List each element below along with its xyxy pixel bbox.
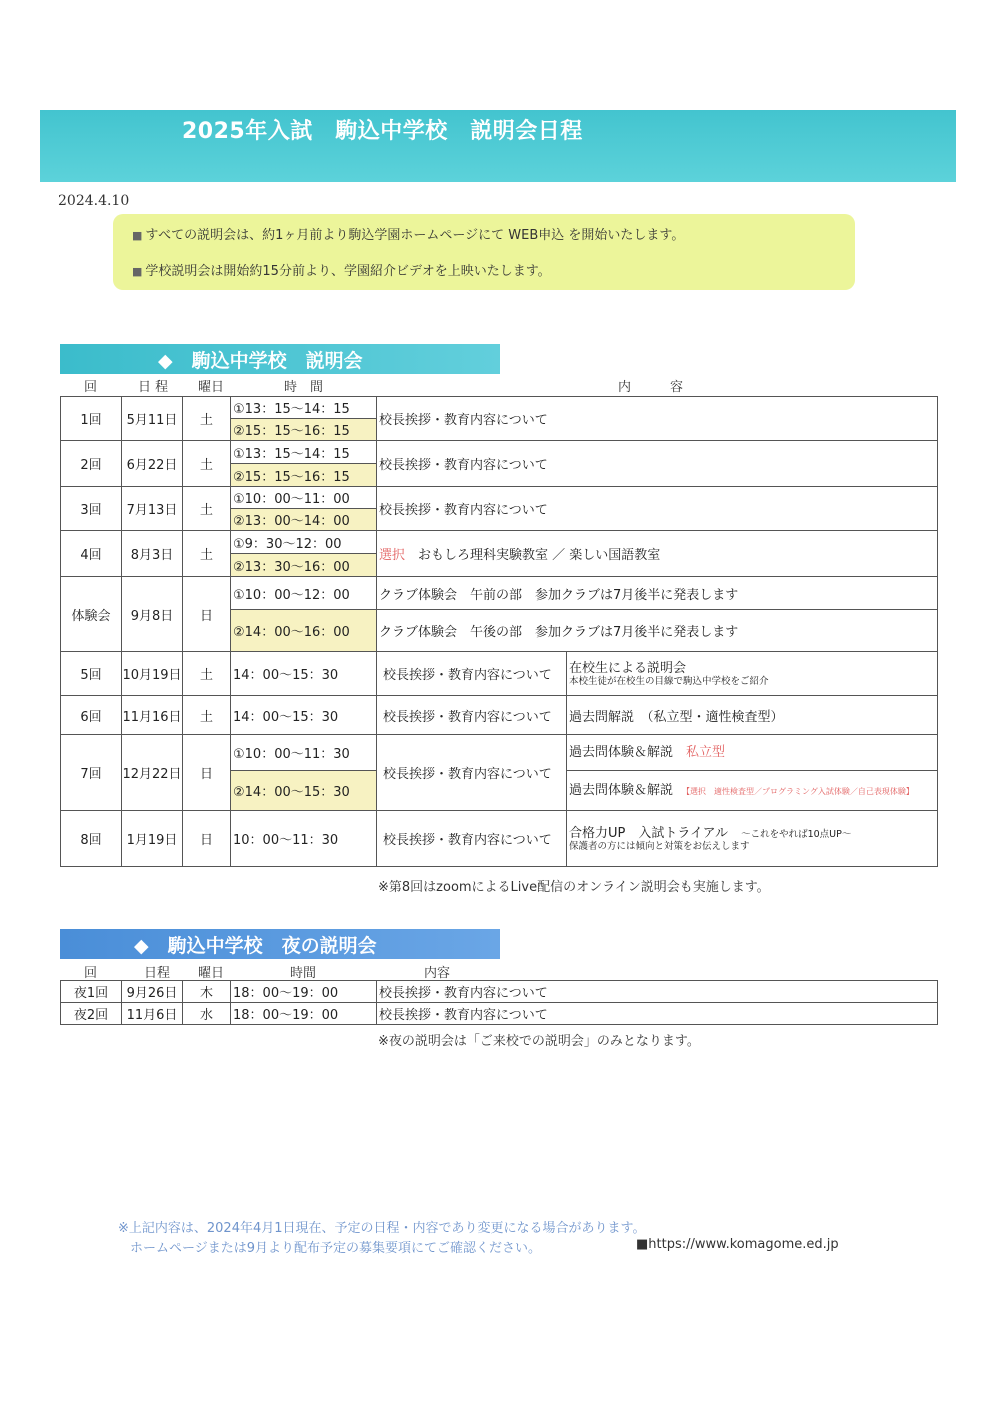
cell-content: 校長挨拶・教育内容について bbox=[377, 696, 567, 735]
main-schedule-table bbox=[60, 396, 938, 867]
cell-kai: 8回 bbox=[61, 811, 122, 867]
col-time: 時 間 bbox=[284, 380, 324, 395]
table-row bbox=[61, 1003, 938, 1025]
cell-content: クラブ体験会 午前の部 参加クラブは7月後半に発表します bbox=[377, 577, 938, 610]
cell-time: ①13：15～14：15 bbox=[231, 397, 377, 419]
cell-dow: 日 bbox=[183, 577, 231, 652]
cell-dow: 土 bbox=[183, 531, 231, 577]
bullet-icon: ■ bbox=[132, 265, 143, 278]
cell-time: 14：00～15：30 bbox=[231, 696, 377, 735]
cell-date: 11月16日 bbox=[122, 696, 183, 735]
cell-kai: 5回 bbox=[61, 652, 122, 696]
issue-date: 2024.4.10 bbox=[58, 193, 130, 209]
table-row bbox=[61, 577, 938, 610]
cell-time: 10：00～11：30 bbox=[231, 811, 377, 867]
col-date: 日程 bbox=[144, 966, 171, 981]
night-note: ※夜の説明会は「ご来校での説明会」のみとなります。 bbox=[378, 1034, 700, 1049]
cell-note: 過去問体験＆解説 【選択 適性検査型／プログラミング入試体験／自己表現体験】 bbox=[567, 771, 938, 811]
cell-dow: 土 bbox=[183, 487, 231, 531]
table-row bbox=[61, 397, 938, 419]
cell-content: 選択 おもしろ理科実験教室 ／ 楽しい国語教室 bbox=[377, 531, 938, 577]
table-row bbox=[61, 811, 938, 867]
cell-time: ①13：15～14：15 bbox=[231, 441, 377, 464]
night-schedule-table bbox=[60, 980, 938, 1025]
table-row bbox=[61, 441, 938, 464]
cell-time: ②14：00～15：30 bbox=[231, 771, 377, 811]
cell-kai: 夜2回 bbox=[61, 1003, 122, 1025]
cell-dow: 日 bbox=[183, 811, 231, 867]
cell-kai: 7回 bbox=[61, 735, 122, 811]
col-dow: 曜日 bbox=[198, 380, 225, 395]
zoom-note: ※第8回はzoomによるLive配信のオンライン説明会も実施します。 bbox=[378, 880, 770, 895]
cell-time: ②14：00～16：00 bbox=[231, 610, 377, 652]
cell-date: 9月26日 bbox=[122, 981, 183, 1003]
footer-note-2: ホームページまたは9月より配布予定の募集要項にてご確認ください。 bbox=[130, 1241, 542, 1256]
cell-date: 12月22日 bbox=[122, 735, 183, 811]
cell-time: ①10：00～12：00 bbox=[231, 577, 377, 610]
col-dow: 曜日 bbox=[198, 966, 225, 981]
footer-note-1: ※上記内容は、2024年4月1日現在、予定の日程・内容であり変更になる場合があります。 bbox=[118, 1221, 646, 1236]
notice-line-1: ■ すべての説明会は、約1ヶ月前より駒込学園ホームページにて WEB申込 を開始いたします。 bbox=[132, 228, 685, 243]
bullet-icon: ■ bbox=[132, 229, 143, 242]
school-url-link[interactable]: ■https://www.komagome.ed.jp bbox=[636, 1237, 839, 1252]
cell-note: 過去問体験＆解説 私立型 bbox=[567, 735, 938, 771]
cell-time: ②13：30～16：00 bbox=[231, 554, 377, 577]
cell-date: 7月13日 bbox=[122, 487, 183, 531]
cell-time: 18：00～19：00 bbox=[231, 1003, 377, 1025]
cell-note: 在校生による説明会 本校生徒が在校生の目線で駒込中学校をご紹介 bbox=[567, 652, 938, 696]
cell-note: 過去問解説 （私立型・適性検査型） bbox=[567, 696, 938, 735]
cell-dow: 土 bbox=[183, 696, 231, 735]
col-kai: 回 bbox=[84, 380, 98, 395]
cell-dow: 土 bbox=[183, 397, 231, 441]
col-time: 時間 bbox=[290, 966, 317, 981]
cell-dow: 水 bbox=[183, 1003, 231, 1025]
page-title: 2025年入試 駒込中学校 説明会日程 bbox=[182, 119, 583, 144]
cell-dow: 木 bbox=[183, 981, 231, 1003]
cell-time: ②13：00～14：00 bbox=[231, 509, 377, 531]
col-content: 内容 bbox=[424, 966, 451, 981]
cell-kai: 6回 bbox=[61, 696, 122, 735]
cell-dow: 土 bbox=[183, 441, 231, 487]
col-kai: 回 bbox=[84, 966, 98, 981]
cell-kai: 4回 bbox=[61, 531, 122, 577]
table-row bbox=[61, 696, 938, 735]
table-row bbox=[61, 981, 938, 1003]
table-row bbox=[61, 531, 938, 554]
cell-content: 校長挨拶・教育内容について bbox=[377, 397, 938, 441]
main-section-title: ◆ 駒込中学校 説明会 bbox=[158, 350, 363, 372]
cell-dow: 土 bbox=[183, 652, 231, 696]
notice-line-2: ■ 学校説明会は開始約15分前より、学園紹介ビデオを上映いたします。 bbox=[132, 264, 551, 279]
cell-date: 8月3日 bbox=[122, 531, 183, 577]
cell-date: 6月22日 bbox=[122, 441, 183, 487]
cell-date: 10月19日 bbox=[122, 652, 183, 696]
cell-date: 9月8日 bbox=[122, 577, 183, 652]
cell-time: ①10：00～11：30 bbox=[231, 735, 377, 771]
cell-content: 校長挨拶・教育内容について bbox=[377, 652, 567, 696]
cell-date: 5月11日 bbox=[122, 397, 183, 441]
cell-kai: 1回 bbox=[61, 397, 122, 441]
select-tag: 選択 bbox=[379, 548, 406, 563]
cell-note: 合格力UP 入試トライアル ～これをやれば10点UP～ 保護者の方には傾向と対策をお伝えします bbox=[567, 811, 938, 867]
cell-time: 14：00～15：30 bbox=[231, 652, 377, 696]
col-content: 内 容 bbox=[618, 380, 684, 395]
cell-time: ①9：30～12：00 bbox=[231, 531, 377, 554]
cell-content: 校長挨拶・教育内容について bbox=[377, 487, 938, 531]
cell-kai: 体験会 bbox=[61, 577, 122, 652]
cell-date: 11月6日 bbox=[122, 1003, 183, 1025]
cell-kai: 2回 bbox=[61, 441, 122, 487]
cell-content: 校長挨拶・教育内容について bbox=[377, 981, 938, 1003]
cell-time: ②15：15～16：15 bbox=[231, 419, 377, 441]
night-section-title: ◆ 駒込中学校 夜の説明会 bbox=[134, 935, 377, 957]
table-row bbox=[61, 652, 938, 696]
table-row bbox=[61, 735, 938, 771]
cell-kai: 3回 bbox=[61, 487, 122, 531]
cell-dow: 日 bbox=[183, 735, 231, 811]
cell-kai: 夜1回 bbox=[61, 981, 122, 1003]
table-row bbox=[61, 487, 938, 509]
cell-content: 校長挨拶・教育内容について bbox=[377, 1003, 938, 1025]
cell-time: ①10：00～11：00 bbox=[231, 487, 377, 509]
cell-time: 18：00～19：00 bbox=[231, 981, 377, 1003]
cell-content: 校長挨拶・教育内容について bbox=[377, 811, 567, 867]
cell-content: クラブ体験会 午後の部 参加クラブは7月後半に発表します bbox=[377, 610, 938, 652]
cell-date: 1月19日 bbox=[122, 811, 183, 867]
cell-content: 校長挨拶・教育内容について bbox=[377, 441, 938, 487]
cell-time: ②15：15～16：15 bbox=[231, 464, 377, 487]
col-date: 日 程 bbox=[138, 380, 169, 395]
cell-content: 校長挨拶・教育内容について bbox=[377, 735, 567, 811]
